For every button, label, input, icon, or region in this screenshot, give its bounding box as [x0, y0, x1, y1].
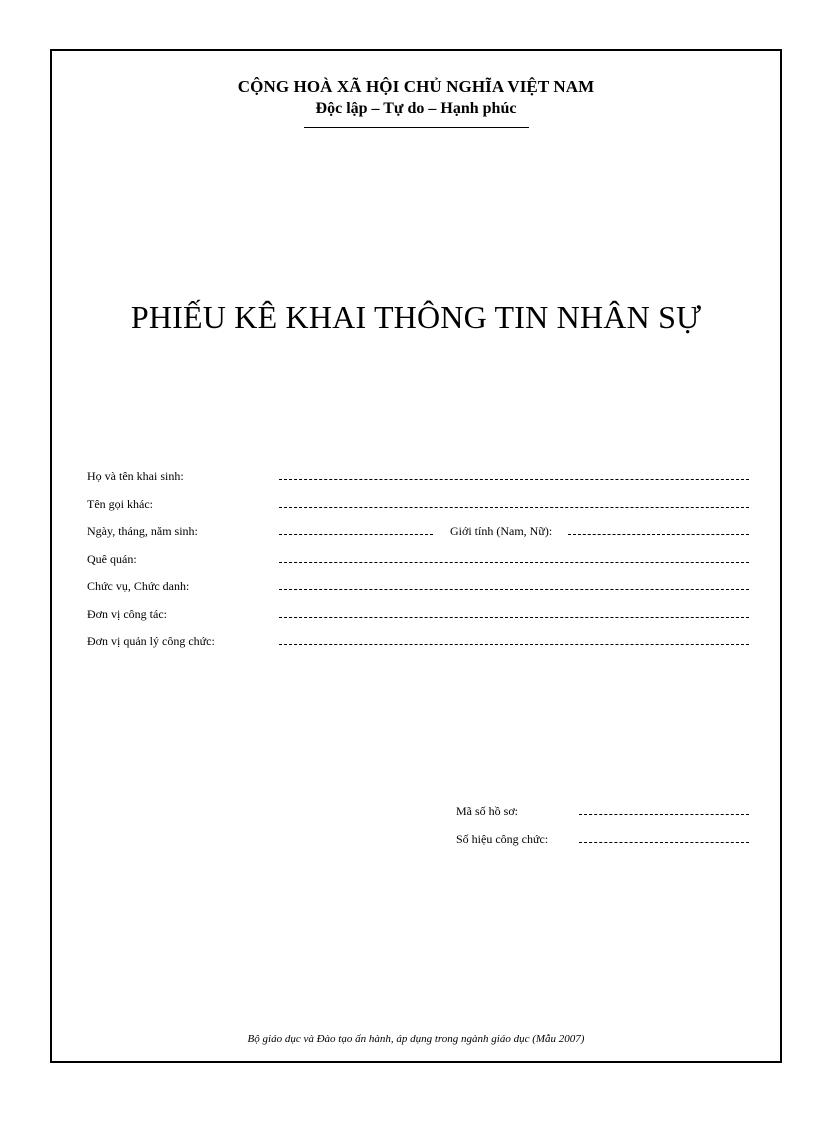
field-row-birth-gender [87, 523, 749, 551]
field-row-hometown [87, 551, 749, 579]
managing-unit-label: Đơn vị quản lý công chức: [87, 634, 215, 648]
field-row-other-name [87, 496, 749, 524]
other-name-field[interactable] [279, 507, 749, 508]
national-title: CỘNG HOÀ XÃ HỘI CHỦ NGHĨA VIỆT NAM [237, 77, 595, 96]
work-unit-label: Đơn vị công tác: [87, 606, 167, 621]
other-name-label: Tên gọi khác: [87, 496, 153, 511]
record-code-field[interactable] [579, 814, 749, 815]
header-divider [304, 127, 529, 128]
publisher-note: Bộ giáo dục và Đào tạo ấn hành, áp dụng trong ngành giáo dục (Mẫu 2007) [247, 1033, 585, 1045]
personal-info-fields [87, 468, 749, 661]
civil-servant-id-label: Số hiệu công chức: [456, 831, 549, 846]
full-name-field[interactable] [279, 479, 749, 480]
page-border [50, 49, 782, 1063]
field-row-position [87, 578, 749, 606]
field-row-work-unit [87, 606, 749, 634]
hometown-field[interactable] [279, 562, 749, 563]
record-code-label: Mã số hồ sơ: [456, 804, 519, 818]
gender-label: Giới tính (Nam, Nữ): [450, 524, 553, 538]
full-name-label: Họ và tên khai sinh: [87, 469, 184, 483]
managing-unit-field[interactable] [279, 644, 749, 645]
position-label: Chức vụ, Chức danh: [87, 579, 190, 593]
document-header [52, 76, 780, 128]
birth-date-label: Ngày, tháng, năm sinh: [87, 524, 198, 538]
hometown-label: Quê quán: [87, 551, 137, 566]
national-motto: Độc lập – Tự do – Hạnh phúc [315, 100, 517, 117]
work-unit-field[interactable] [279, 617, 749, 618]
gender-field[interactable] [568, 534, 749, 535]
record-code-fields [456, 803, 749, 858]
position-field[interactable] [279, 589, 749, 590]
field-row-record-code [456, 803, 749, 831]
civil-servant-id-field[interactable] [579, 842, 749, 843]
field-row-managing-unit [87, 633, 749, 661]
field-row-civil-servant-id [456, 831, 749, 859]
field-row-full-name [87, 468, 749, 496]
birth-date-field[interactable] [279, 534, 433, 535]
form-title: PHIẾU KÊ KHAI THÔNG TIN NHÂN SỰ [130, 299, 702, 335]
